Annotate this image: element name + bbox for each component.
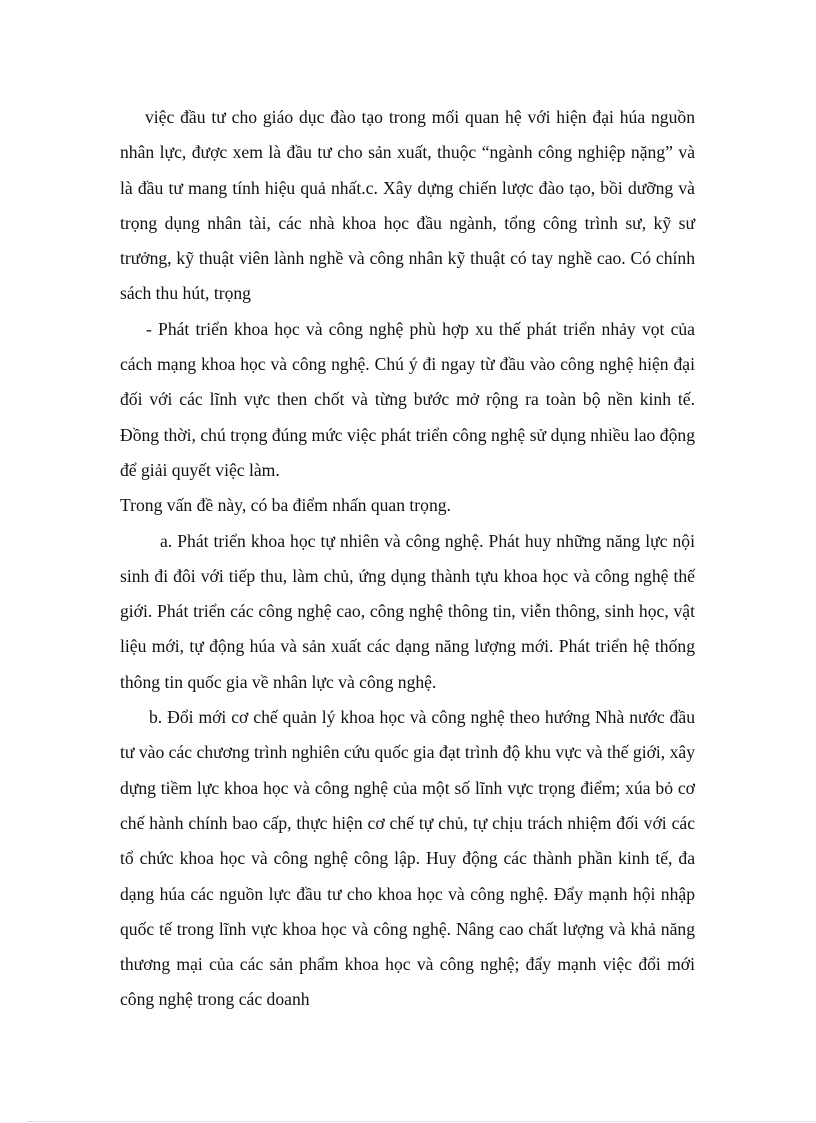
paragraph-point-a: a. Phát triển khoa học tự nhiên và công nghệ. Phát huy những năng lực nội sinh đi đôi với tiếp thu, làm chủ, ứng dụng thành tựu khoa học và công nghệ thế giới. Phát triển các công nghệ cao, công nghệ thông tin, viễn thông, sinh học, vật liệu mới, tự động húa và sản xuất các dạng năng lượng mới. Phát triển hệ thống thông tin quốc gia về nhân lực và công nghệ. bbox=[120, 530, 695, 692]
paragraph-science-technology-development: - Phát triển khoa học và công nghệ phù hợp xu thế phát triển nhảy vọt của cách mạng khoa học và công nghệ. Chú ý đi ngay từ đầu vào công nghệ hiện đại đối với các lĩnh vực then chốt và từng bước mở rộng ra toàn bộ nền kinh tế. Đồng thời, chú trọng đúng mức việc phát triển công nghệ sử dụng nhiều lao động để giải quyết việc làm. bbox=[120, 318, 695, 480]
paragraph-education-investment: việc đầu tư cho giáo dục đào tạo trong mối quan hệ với hiện đại húa nguồn nhân lực, được xem là đầu tư cho sản xuất, thuộc “ngành công nghiệp nặng” và là đầu tư mang tính hiệu quả nhất.c. Xây dựng chiến lược đào tạo, bồi dưỡng và trọng dụng nhân tài, các nhà khoa học đầu ngành, tổng công trình sư, kỹ sư trưởng, kỹ thuật viên lành nghề và công nhân kỹ thuật có tay nghề cao. Có chính sách thu hút, trọng bbox=[120, 107, 695, 304]
paragraph-point-b: b. Đổi mới cơ chế quản lý khoa học và công nghệ theo hướng Nhà nước đầu tư vào các chương trình nghiên cứu quốc gia đạt trình độ khu vực và thế giới, xây dựng tiềm lực khoa học và công nghệ của một số lĩnh vực trọng điểm; xúa bỏ cơ chế hành chính bao cấp, thực hiện cơ chế tự chủ, tự chịu trách nhiệm đối với các tổ chức khoa học và công nghệ công lập. Huy động các thành phần kinh tế, đa dạng húa các nguồn lực đầu tư cho khoa học và công nghệ. Đẩy mạnh hội nhập quốc tế trong lĩnh vực khoa học và công nghệ. Nâng cao chất lượng và khả năng thương mại của các sản phẩm khoa học và công nghệ; đẩy mạnh việc đổi mới công nghệ trong các doanh bbox=[120, 707, 695, 1010]
footer-divider bbox=[28, 1121, 816, 1122]
body-text bbox=[120, 100, 695, 1018]
paragraph-key-points-intro: Trong vấn đề này, có ba điểm nhấn quan trọng. bbox=[120, 495, 451, 516]
